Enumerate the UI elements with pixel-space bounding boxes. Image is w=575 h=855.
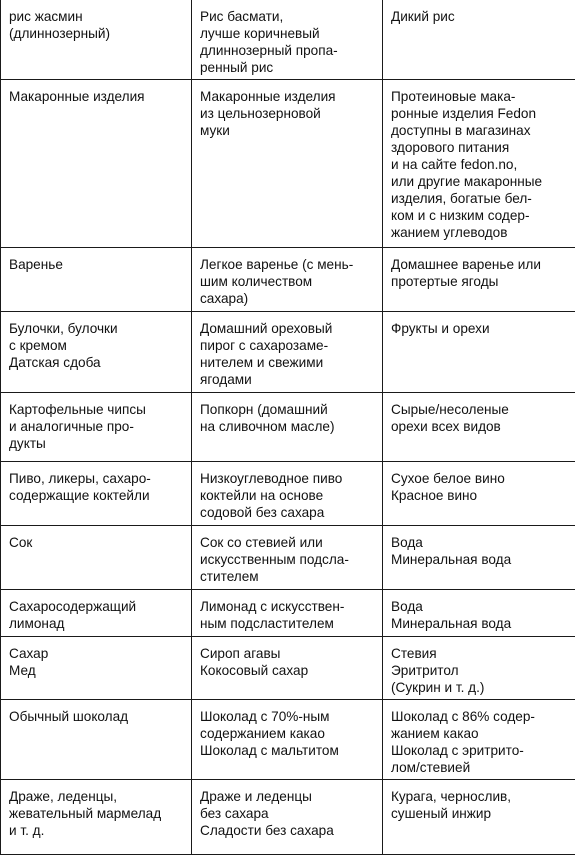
table-cell: Вода Минеральная вода <box>383 590 575 637</box>
table-row <box>1 590 575 637</box>
table-row <box>1 637 575 700</box>
table-row <box>1 312 575 393</box>
table-cell: Шоколад с 70%-ным содержанием какао Шоколад с мальтитом <box>192 700 383 780</box>
table-cell: Драже, леденцы, жевательный мармелад и т. д. <box>1 780 192 855</box>
table-row <box>1 248 575 312</box>
table-cell: Макаронные изделия из цельнозерновой муки <box>192 80 383 248</box>
table-cell: Стевия Эритритол (Сукрин и т. д.) <box>383 637 575 700</box>
table-row <box>1 0 575 80</box>
table-cell: Низкоуглеводное пиво коктейли на основе содовой без сахара <box>192 462 383 526</box>
table-cell: Сухое белое вино Красное вино <box>383 462 575 526</box>
table-cell: Обычный шоколад <box>1 700 192 780</box>
table-cell: Драже и леденцы без сахара Сладости без сахара <box>192 780 383 855</box>
table-row <box>1 80 575 248</box>
table-cell: Пиво, ликеры, сахаро- содержащие коктейли <box>1 462 192 526</box>
table-cell: Домашний ореховый пирог с сахарозаме- нителем и свежими ягодами <box>192 312 383 393</box>
table-cell: Сахаросодержащий лимонад <box>1 590 192 637</box>
table-cell: Варенье <box>1 248 192 312</box>
table-cell: Макаронные изделия <box>1 80 192 248</box>
table-cell: Протеиновые мака- ронные изделия Fedon доступны в магазинах здорового питания и на сайте fedon.no, или другие макаронные изделия, богатые бел- ком и с низким содер- жанием углеводов <box>383 80 575 248</box>
table-cell: Булочки, булочки с кремом Датская сдоба <box>1 312 192 393</box>
table-cell: Домашнее варенье или протертые ягоды <box>383 248 575 312</box>
table-cell: Фрукты и орехи <box>383 312 575 393</box>
table-cell: Сок со стевией или искусственным подсла- стителем <box>192 526 383 590</box>
table-cell: рис жасмин (длиннозерный) <box>1 0 192 80</box>
table-row <box>1 526 575 590</box>
table-row <box>1 462 575 526</box>
table-cell: Сахар Мед <box>1 637 192 700</box>
table-cell: Шоколад с 86% содер- жанием какао Шоколад с эритрито- лом/стевией <box>383 700 575 780</box>
table-row <box>1 700 575 780</box>
table-cell: Рис басмати, лучше коричневый длиннозерный пропа- ренный рис <box>192 0 383 80</box>
table-row <box>1 393 575 462</box>
table-cell: Сироп агавы Кокосовый сахар <box>192 637 383 700</box>
table-cell: Сок <box>1 526 192 590</box>
table-cell: Вода Минеральная вода <box>383 526 575 590</box>
table-cell: Лимонад с искусствен- ным подсластителем <box>192 590 383 637</box>
table-row <box>1 780 575 855</box>
table-cell: Легкое варенье (с мень- шим количеством сахара) <box>192 248 383 312</box>
table-cell: Картофельные чипсы и аналогичные про- дукты <box>1 393 192 462</box>
table-cell: Попкорн (домашний на сливочном масле) <box>192 393 383 462</box>
table-cell: Сырые/несоленые орехи всех видов <box>383 393 575 462</box>
table-cell: Дикий рис <box>383 0 575 80</box>
table-cell: Курага, чернослив, сушеный инжир <box>383 780 575 855</box>
